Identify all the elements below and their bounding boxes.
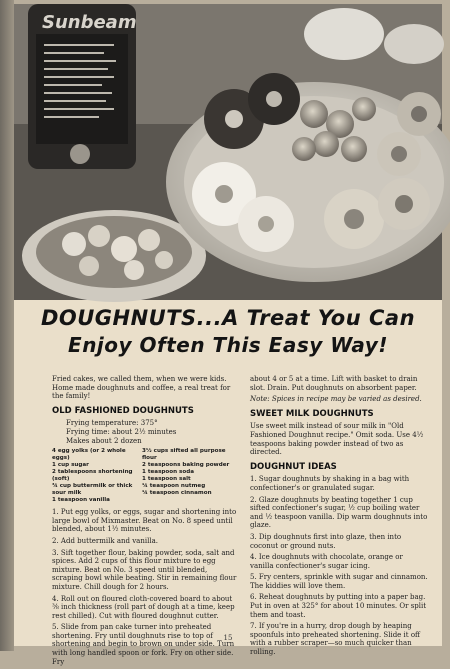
ingredients-table <box>52 448 239 504</box>
idea-item: 1. Sugar doughnuts by shaking in a bag with confectioner's or granulated sugar. <box>250 475 410 492</box>
doughnut-photo <box>14 4 442 300</box>
idea-item: 5. Fry centers, sprinkle with sugar and cinnamon. The kiddies will love them. <box>250 573 428 590</box>
yield: Makes about 2 dozen <box>66 436 142 445</box>
ingredient: ¼ teaspoon cinnamon <box>142 490 212 497</box>
idea-item: 4. Ice doughnuts with chocolate, orange or vanilla confectioner's sugar icing. <box>250 553 403 570</box>
sweet-milk-text: Use sweet milk instead of sour milk in "Old Fashioned Doughnut recipe." Omit soda. Use 4½ teaspoons baking powder instead of two as directed. <box>250 422 424 457</box>
ingredient: 4 egg yolks (or 2 whole eggs) <box>52 448 126 462</box>
spice-note: Note: Spices in recipe may be varied as desired. <box>250 395 422 404</box>
recipe-info <box>52 419 239 445</box>
old-fashioned-title: OLD FASHIONED DOUGHNUTS <box>52 405 194 416</box>
headline <box>14 305 442 359</box>
sweet-milk-title: SWEET MILK DOUGHNUTS <box>250 408 374 419</box>
right-column <box>250 375 428 660</box>
can-label: Sunbeam <box>42 12 137 33</box>
headline-line-2: Enjoy Often This Easy Way! <box>68 333 388 357</box>
ingredient: 3½ cups sifted all purpose flour <box>142 448 226 462</box>
idea-item: 3. Dip doughnuts first into glaze, then into coconut or ground nuts. <box>250 532 402 550</box>
recipe-step: 1. Put egg yolks, or eggs, sugar and shortening into large bowl of Mixmaster. Beat on No. 8 speed until blended, about 1½ minutes. <box>52 508 237 534</box>
recipe-step: 3. Sift together flour, baking powder, soda, salt and spices. Add 2 cups of this flour mixture to egg mixture. Beat on No. 3 speed until blended, scraping bowl while beating. Stir in remaining flour mixture. Chill dough for 2 hours. <box>52 548 237 591</box>
ingredients-left <box>52 448 138 504</box>
fryer-can <box>28 4 137 169</box>
cookbook-page <box>14 4 442 666</box>
idea-item: 7. If you're in a hurry, drop dough by heaping spoonfuls into preheated shortening. Slide it off with a rubber scraper—so much quicker than rolling. <box>250 622 421 657</box>
ingredient: 1 teaspoon vanilla <box>52 497 110 504</box>
recipe-step: 5. Slide from pan cake turner into preheated shortening. Fry until doughnuts rise to top of shortening and begin to brown on under side. Turn with long handled spoon or fork. Fry on other side. Fry <box>52 623 235 666</box>
intro-text: Fried cakes, we called them, when we were kids. Home made doughnuts and coffee, a real treat for the family! <box>52 375 231 401</box>
step-continuation: about 4 or 5 at a time. Lift with basket to drain slot. Drain. Put doughnuts on absorbent paper. <box>250 375 418 392</box>
headline-line-1: DOUGHNUTS...A Treat You Can <box>40 306 416 330</box>
ingredient: 1 cup sugar <box>52 462 89 469</box>
doughnut-plate <box>166 73 450 282</box>
frying-time: Frying time: about 2½ minutes <box>66 427 177 436</box>
page-number: 15 <box>223 634 233 642</box>
ingredient: ¼ teaspoon nutmeg <box>142 483 206 490</box>
ingredient: 1 teaspoon soda <box>142 469 194 476</box>
ingredient: ¾ cup buttermilk or thick sour milk <box>52 483 133 497</box>
ingredient: 1 teaspoon salt <box>142 476 191 483</box>
frying-temperature: Frying temperature: 375° <box>66 419 158 428</box>
ingredient: 2 tablespoons shortening (soft) <box>52 469 133 483</box>
small-bowl <box>22 210 206 302</box>
book-spine <box>0 0 14 651</box>
idea-item: 6. Reheat doughnuts by putting into a paper bag. Put in oven at 325° for about 10 minutes. Or split them and toast. <box>250 593 427 619</box>
ingredients-right <box>142 448 240 504</box>
recipe-step: 2. Add buttermilk and vanilla. <box>52 536 158 545</box>
doughnut-ideas-title: DOUGHNUT IDEAS <box>250 461 337 472</box>
idea-item: 2. Glaze doughnuts by beating together 1 cup sifted confectioner's sugar, ½ cup boiling water and ½ teaspoon vanilla. Dip warm doughnuts into glaze. <box>250 495 428 530</box>
ingredient: 2 teaspoons baking powder <box>142 462 230 469</box>
recipe-step: 4. Roll out on floured cloth-covered board to about ⅜ inch thickness (roll part of dough at a time, keep rest chilled). Cut with floured doughnut cutter. <box>52 594 235 620</box>
left-column <box>52 375 239 669</box>
